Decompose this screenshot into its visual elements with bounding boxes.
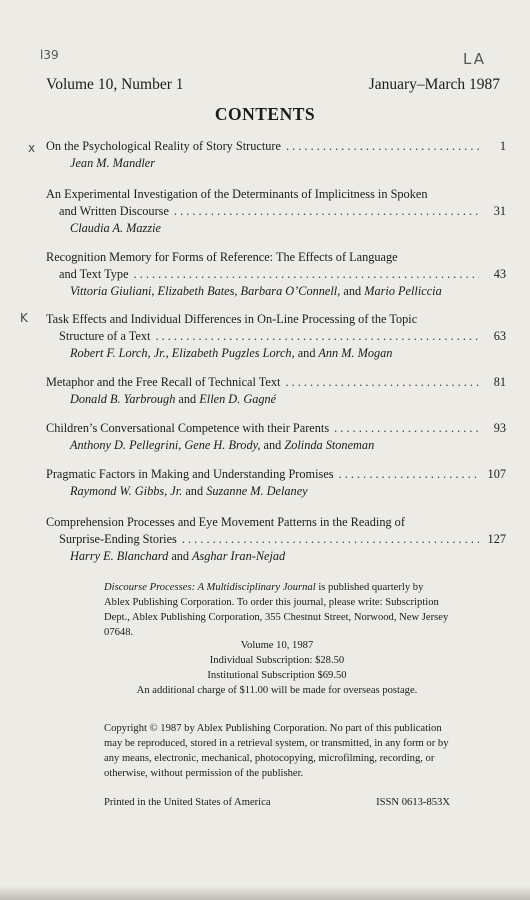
subscription-info [104, 638, 450, 698]
toc-entry [46, 138, 506, 172]
dot-leader [339, 466, 479, 483]
article-title-cont: and Written Discourse [59, 204, 169, 218]
page-number: 93 [493, 421, 506, 435]
page-number: 31 [493, 204, 506, 218]
page-edge [0, 886, 530, 900]
issn: ISSN 0613-853X [376, 797, 450, 808]
publication-note [104, 580, 450, 640]
volume-number: Volume 10, Number 1 [46, 76, 184, 93]
printed-in: Printed in the United States of America [104, 797, 271, 808]
toc-entry [46, 186, 506, 237]
page-number: 81 [493, 375, 506, 389]
dot-leader [286, 138, 479, 155]
article-authors: Donald B. Yarbrough and Ellen D. Gagné [70, 392, 277, 406]
toc-entry [46, 249, 506, 300]
article-authors: Claudia A. Mazzie [70, 221, 161, 235]
dot-leader [182, 531, 479, 548]
dot-leader [334, 420, 479, 437]
article-title: Children’s Conversational Competence with their Parents [46, 421, 330, 435]
toc-entry [46, 420, 506, 454]
page-number: 107 [487, 467, 506, 481]
article-title-cont: Structure of a Text [59, 329, 151, 343]
toc-entry [46, 374, 506, 408]
issue-header [46, 76, 500, 94]
page-footer [104, 797, 450, 808]
handwritten-mark: K [20, 311, 28, 325]
handwritten-mark: x [28, 141, 36, 155]
dot-leader [155, 328, 479, 345]
article-title-cont: and Text Type [59, 267, 129, 281]
article-title-cont: Surprise-Ending Stories [59, 532, 177, 546]
dot-leader [134, 266, 479, 283]
journal-name: Discourse Processes: A Multidisciplinary Journal [104, 582, 316, 593]
toc-entry [46, 514, 506, 565]
article-title: Recognition Memory for Forms of Reference: The Effects of Language [46, 250, 398, 264]
article-title: An Experimental Investigation of the Determinants of Implicitness in Spoken [46, 187, 428, 201]
article-title: Task Effects and Individual Differences in On-Line Processing of the Topic [46, 312, 418, 326]
article-authors: Jean M. Mandler [70, 156, 156, 170]
volume-year: Volume 10, 1987 [240, 640, 314, 651]
article-title: Pragmatic Factors in Making and Understanding Promises [46, 467, 334, 481]
article-title: Comprehension Processes and Eye Movement Patterns in the Reading of [46, 515, 405, 529]
page-number: 1 [499, 139, 506, 153]
article-authors: Raymond W. Gibbs, Jr. and Suzanne M. Delaney [70, 484, 308, 498]
toc-entry [46, 466, 506, 500]
handwritten-corner-note: LA [463, 50, 486, 68]
issue-date: January–March 1987 [368, 76, 500, 93]
article-authors: Anthony D. Pellegrini, Gene H. Brody, and Zolinda Stoneman [70, 438, 375, 452]
copyright-notice: Copyright © 1987 by Ablex Publishing Corporation. No part of this publication may be reproduced, stored in a retrieval system, or transmitted, in any form or by any means, electronic, mechanical, photocopying, microfilming, recording, or otherwise, without permission of the publisher. [104, 723, 449, 779]
individual-price: Individual Subscription: $28.50 [209, 655, 345, 666]
page-number: 43 [493, 267, 506, 281]
page-number: 63 [493, 329, 506, 343]
article-authors: Vittoria Giuliani, Elizabeth Bates, Barbara O’Connell, and Mario Pelliccia [70, 284, 442, 298]
article-title: On the Psychological Reality of Story Structure [46, 139, 281, 153]
institutional-price: Institutional Subscription $69.50 [207, 670, 347, 681]
publication-details: is published quarterly by Ablex Publishing Corporation. To order this journal, please write: Subscription Dept., Ablex Publishing Corporation, 355 Chestnut Street, Norwood, New Jersey 07648. [104, 582, 449, 638]
dot-leader [174, 203, 479, 220]
contents-title: CONTENTS [214, 104, 316, 124]
dot-leader [285, 374, 479, 391]
article-authors: Robert F. Lorch, Jr., Elizabeth Pugzles Lorch, and Ann M. Mogan [70, 346, 393, 360]
page-number: 127 [487, 532, 506, 546]
toc-entry [46, 311, 506, 362]
article-authors: Harry E. Blanchard and Asghar Iran-Nejad [70, 549, 286, 563]
handwritten-code: l39 [40, 48, 59, 62]
article-title: Metaphor and the Free Recall of Technical Text [46, 375, 281, 389]
overseas-note: An additional charge of $11.00 will be made for overseas postage. [136, 685, 418, 696]
